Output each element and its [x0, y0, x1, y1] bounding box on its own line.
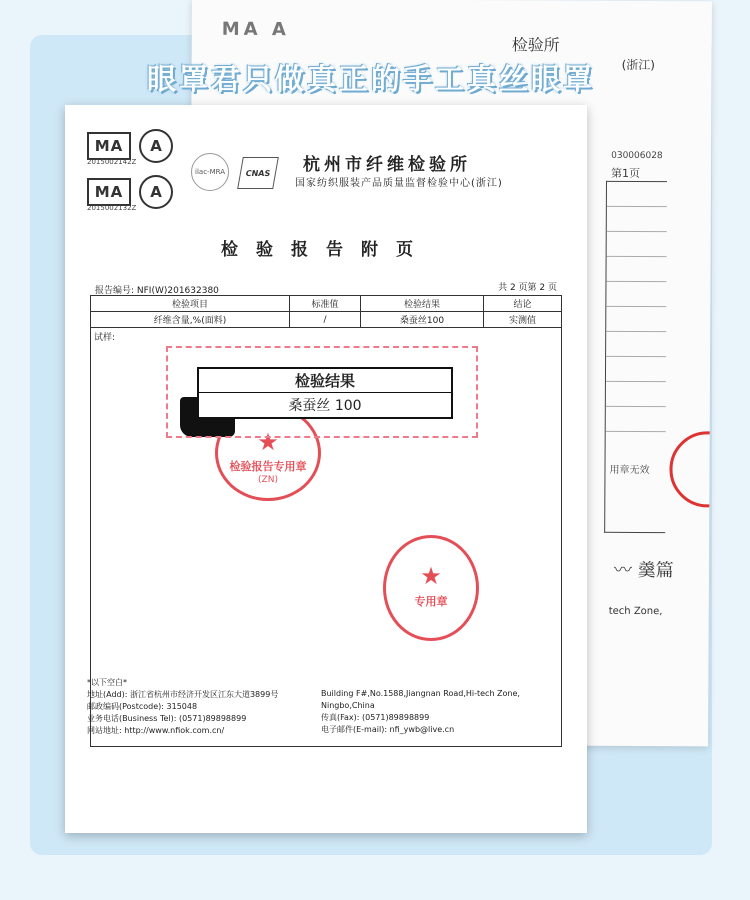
stamp-star-icon: ★ — [257, 428, 279, 457]
background-table — [604, 181, 667, 533]
background-logos: MA A — [221, 18, 290, 41]
footer-tel: 业务电话(Business Tel): (0571)89898899 — [87, 714, 247, 723]
stamp-text: 专用章 — [414, 595, 448, 608]
report-number: 报告编号: NFI(W)201632380 — [95, 286, 219, 296]
footer-end: *以下空白* — [87, 678, 127, 687]
background-page: 第1页 — [611, 166, 641, 180]
stamp-star-icon: ★ — [420, 562, 442, 590]
cell-item: 纤维含量,%(面料) — [91, 312, 290, 327]
footer-web: 网站地址: http://www.nfiok.com.cn/ — [87, 726, 225, 735]
footer-city-en: Ningbo,China — [321, 701, 375, 710]
cnas-logo: CNAS — [237, 157, 279, 189]
background-title: 检验所 — [511, 35, 560, 55]
document-title: 检验报告附页 — [221, 240, 431, 260]
footer-email: 电子邮件(E-mail): nfi_ywb@live.cn — [321, 725, 455, 734]
institution-name: 杭州市纤维检验所 — [303, 155, 471, 175]
cert-code-1: 2015002142Z — [87, 158, 137, 166]
background-code: 030006028 — [611, 150, 663, 162]
stamp-code: (ZN) — [258, 474, 278, 485]
table-row — [91, 312, 561, 328]
cma-logo: MA — [87, 132, 131, 160]
stamp-text: 检验报告专用章 — [229, 459, 307, 473]
inspection-stamp-2 — [383, 535, 479, 641]
cell-standard: / — [290, 312, 361, 327]
highlight-result-box — [197, 367, 453, 419]
header-conclusion: 结论 — [513, 300, 532, 310]
cal-logo: A — [139, 129, 173, 163]
banner-title: 眼罩君只做真正的手工真丝眼罩 — [146, 61, 595, 96]
background-stamp — [669, 431, 712, 507]
background-signature: 〰 羹篇 — [613, 559, 674, 582]
highlight-value: 桑蚕丝 100 — [288, 397, 362, 414]
institution-subtitle: 国家纺织服装产品质量监督检验中心(浙江) — [295, 178, 503, 189]
cell-result: 桑蚕丝100 — [361, 312, 484, 327]
highlight-header: 检验结果 — [199, 369, 451, 393]
footer-postcode: 邮政编码(Postcode): 315048 — [87, 702, 198, 711]
header-standard: 标准值 — [290, 296, 361, 311]
ilac-logo: ilac-MRA — [191, 153, 229, 191]
cal-logo: A — [139, 175, 173, 209]
footer-address: 地址(Add): 浙江省杭州市经济开发区江东大道3899号 — [87, 690, 279, 699]
table-header-row — [91, 296, 561, 312]
background-stamp-note: 用章无效 — [609, 464, 650, 477]
header-item: 检验项目 — [91, 296, 290, 311]
page-info: 共 2 页第 2 页 — [498, 283, 557, 293]
footer-right — [321, 688, 520, 736]
background-zone: tech Zone, — [608, 605, 663, 618]
footer-fax: 传真(Fax): (0571)89898899 — [321, 713, 430, 722]
footer-left — [87, 677, 278, 737]
report-document — [65, 105, 587, 833]
sample-label: 试样: — [94, 333, 116, 343]
background-subtitle: (浙江) — [621, 57, 656, 73]
cell-conclusion: 实测值 — [508, 316, 536, 326]
cma-logo: MA — [87, 178, 131, 206]
header-result: 检验结果 — [361, 296, 484, 311]
cert-code-2: 2015002132Z — [87, 204, 137, 212]
footer-address-en: Building F#,No.1588,Jiangnan Road,Hi-tech Zone, — [321, 689, 520, 698]
